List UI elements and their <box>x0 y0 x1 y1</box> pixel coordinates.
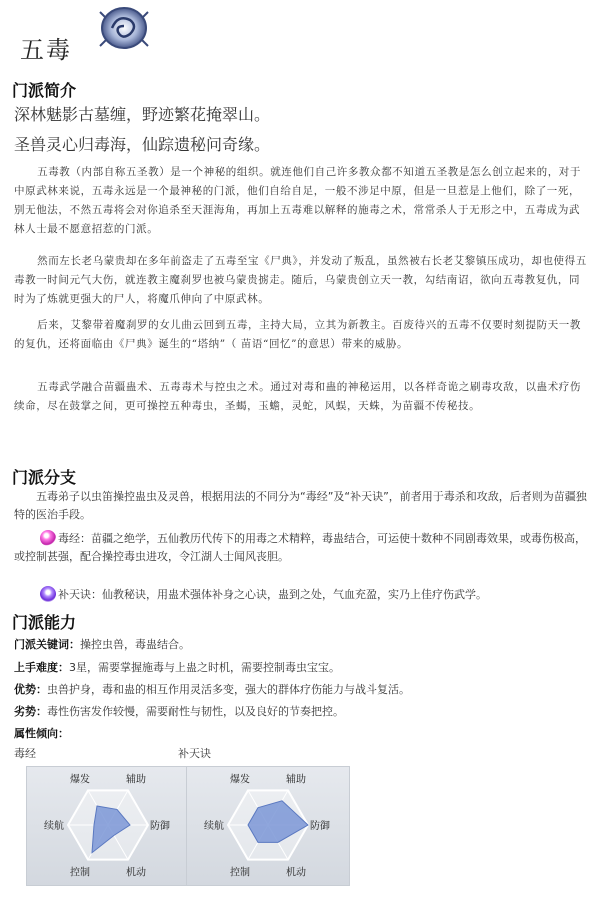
ability-disadvantage <box>14 703 344 719</box>
intro-heading: 门派简介 <box>12 81 77 100</box>
ability-keyword <box>14 636 190 652</box>
title-row <box>0 0 600 70</box>
ability-keyword-text: 操控虫兽，毒蛊结合。 <box>80 638 190 651</box>
ability-advantage <box>14 681 410 697</box>
radar-axis-label: 续航 <box>204 821 224 832</box>
intro-paragraph-4: 五毒武学融合苗疆蛊术、五毒毒术与控虫之术。通过对毒和蛊的神秘运用，以各样奇诡之刷毒攻敌，以蛊术疗伤续命，尽在鼓掌之间，更可操控五种毒虫，圣蝎，玉蟾，灵蛇，风蜈，天蛛，为苗疆不传秘技。 <box>14 381 581 412</box>
attr-heading-label: 属性倾向： <box>14 727 69 740</box>
branch-item-butianjue <box>14 586 590 604</box>
radar-axis-label: 辅助 <box>286 774 306 786</box>
ability-difficulty-label: 上手难度： <box>14 661 69 674</box>
radar-axis-label: 控制 <box>70 867 90 879</box>
ability-advantage-text: 虫兽护身，毒和蛊的相互作用灵活多变，强大的群体疗伤能力与战斗复活。 <box>47 683 410 696</box>
intro-paragraph-2: 然而左长老乌蒙贵却在多年前盗走了五毒至宝《尸典》，并发动了叛乱，虽然被右长老艾黎镇压成功，却也使得五毒教一时间元气大伤，就连教主魔刹罗也被乌蒙贵掳走。随后，乌蒙贵创立天一教，勾结南诏，欲向五毒教复仇，同时为了炼就更强大的尸人，将魔爪伸向了中原武林。 <box>14 255 587 305</box>
radar-svg-dujing <box>27 767 189 885</box>
ability-keyword-label: 门派关键词： <box>14 638 80 651</box>
school-name: 五毒 <box>20 36 72 64</box>
intro-paragraph-1: 五毒教（内部自称五圣教）是一个神秘的组织。就连他们自己许多教众都不知道五圣教是怎么创立起来的，对于中原武林来说，五毒永远是一个最神秘的门派，他们自给自足，一般不涉足中原，但是一旦惹是上他们，除了一死，别无他法，不然五毒将会对你追杀至天涯海角，再加上五毒难以解释的施毒之术，常常杀人于无形之中，五毒成为武林人士最不愿意招惹的门派。 <box>14 166 581 235</box>
purple-gem-icon <box>40 586 56 602</box>
radar-axis-label: 机动 <box>126 867 146 879</box>
radar-axis-label: 辅助 <box>126 774 146 786</box>
swirl-emblem-icon <box>94 4 154 52</box>
branches-summary: 五毒弟子以虫笛操控蛊虫及灵兽，根据用法的不同分为“毒经”及“补天诀”，前者用于毒杀和攻敌，后者则为苗疆独特的医治手段。 <box>14 490 587 521</box>
ability-difficulty-text: 3星，需要掌握施毒与上蛊之时机，需要控制毒虫宝宝。 <box>69 661 340 674</box>
radar-axis-label: 续航 <box>44 821 64 832</box>
radar-axis-label: 爆发 <box>70 774 90 786</box>
branch-text-butianjue: 补天诀：仙教秘诀，用蛊术强体补身之心诀，蛊到之处，气血充盈，实乃上佳疗伤武学。 <box>58 588 487 601</box>
ability-heading: 门派能力 <box>12 613 77 632</box>
radar-svg-butianjue <box>187 767 349 885</box>
radar-title-dujing: 毒经 <box>14 747 36 760</box>
radar-axis-label: 防御 <box>150 821 170 832</box>
radar-chart-butianjue <box>186 766 350 886</box>
radar-chart-dujing <box>26 766 190 886</box>
poem-line-1: 深林魅影古墓缠，野迹繁花掩翠山。 <box>14 105 271 124</box>
radar-axis-label: 机动 <box>286 867 306 879</box>
pink-gem-icon <box>40 530 56 546</box>
branch-item-dujing <box>14 530 590 566</box>
ability-advantage-label: 优势： <box>14 683 47 696</box>
radar-title-butianjue: 补天诀 <box>178 747 211 760</box>
radar-axis-label: 控制 <box>230 867 250 879</box>
intro-paragraph-3: 后来，艾黎带着魔刹罗的女儿曲云回到五毒，主持大局，立其为新教主。百废待兴的五毒不仅要时刻提防天一教的复仇，还将面临由《尸典》诞生的“塔纳”（ 苗语“回忆”的意思）带来的威胁。 <box>14 319 581 350</box>
poem-line-2: 圣兽灵心归毒海，仙踪遗秘问奇缘。 <box>14 135 271 154</box>
branches-heading: 门派分支 <box>12 468 77 487</box>
branch-text-dujing: 毒经：苗疆之绝学，五仙教历代传下的用毒之术精粹，毒蛊结合，可运使十数种不同剧毒效果，或毒伤极高，或控制甚强，配合操控毒虫进攻，令江湖人士闻风丧胆。 <box>14 532 586 563</box>
ability-difficulty <box>14 659 340 675</box>
ability-disadvantage-label: 劣势： <box>14 705 47 718</box>
radar-axis-label: 防御 <box>310 821 330 832</box>
radar-axis-label: 爆发 <box>230 774 250 786</box>
attr-heading <box>14 725 69 741</box>
ability-disadvantage-text: 毒性伤害发作较慢，需要耐性与韧性，以及良好的节奏把控。 <box>47 705 344 718</box>
